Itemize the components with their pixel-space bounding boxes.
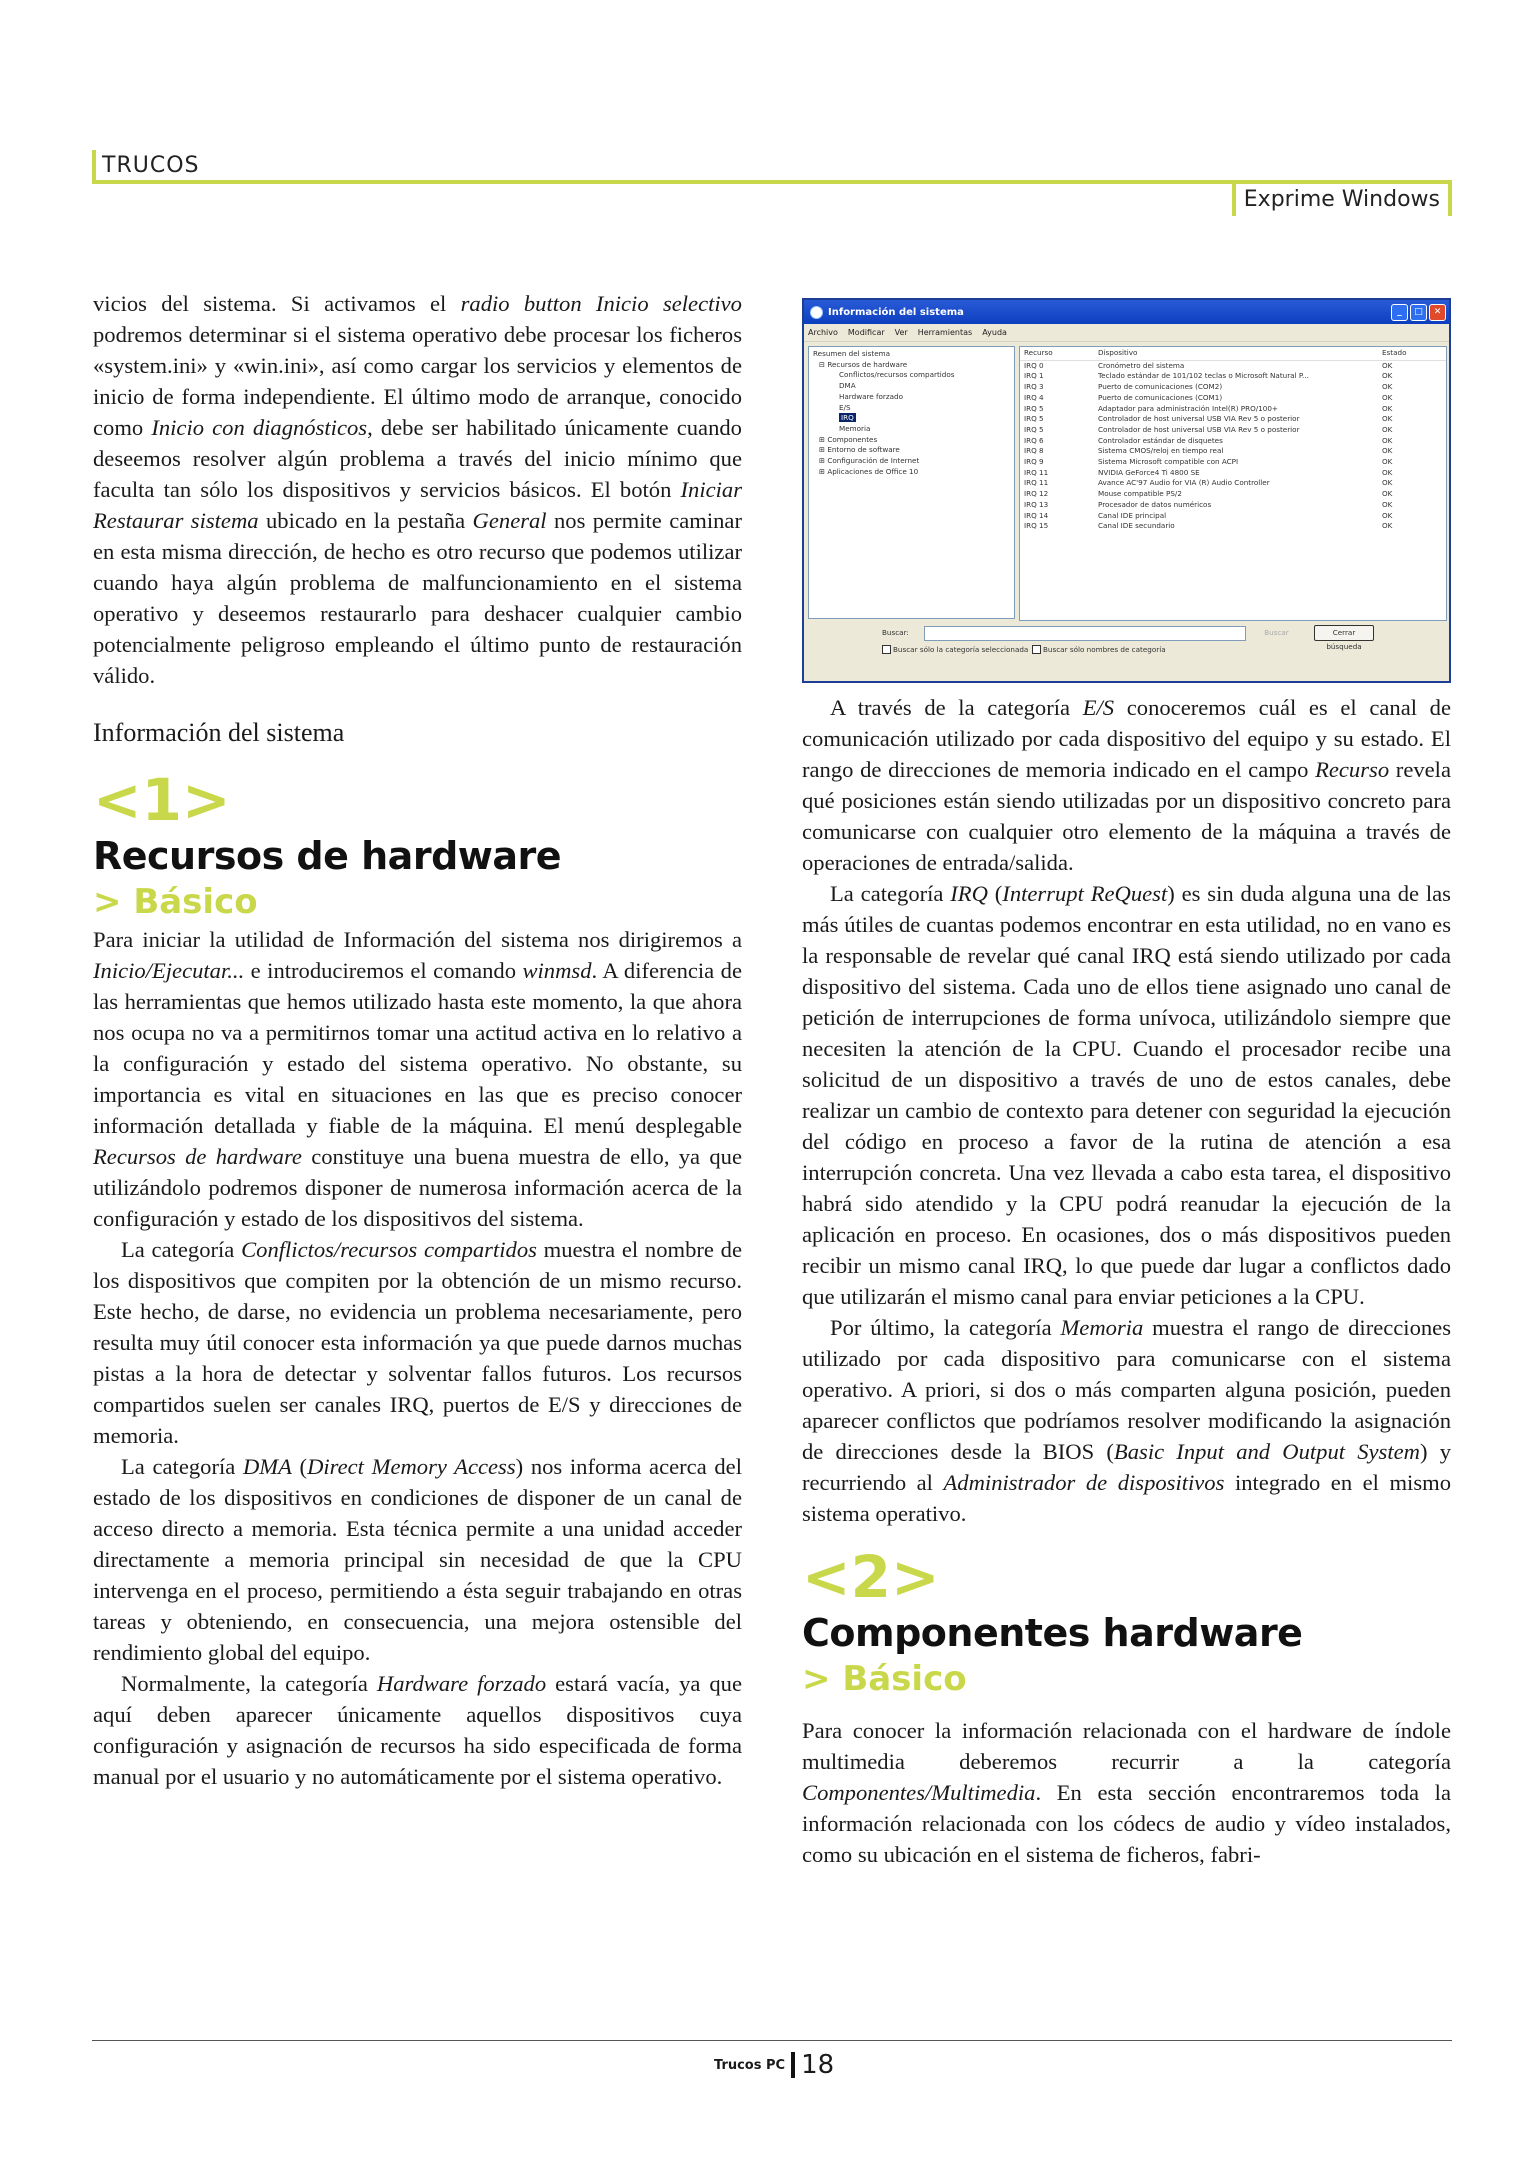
level-label: > Básico [802,1659,967,1699]
resource-row[interactable] [1020,521,1446,532]
category-only-checkbox[interactable]: Buscar sólo la categoría seleccionada [882,645,1028,654]
cell-recurso: IRQ 3 [1024,382,1044,392]
cell-estado: OK [1382,478,1393,488]
subheading: Información del sistema [93,718,345,747]
series-label: Exprime Windows [1232,184,1452,216]
tree-item[interactable]: ⊞ Componentes [819,434,878,444]
italic-term: Recursos de hardware [93,1144,302,1169]
resource-row[interactable] [1020,371,1446,382]
search-button[interactable]: Buscar [1264,628,1289,637]
cell-dispositivo: Teclado estándar de 101/102 teclas o Microsoft Natural P... [1098,371,1309,381]
resource-row[interactable] [1020,478,1446,489]
minimize-icon[interactable]: _ [1391,304,1408,321]
tree-item[interactable]: Hardware forzado [839,391,904,401]
resource-row[interactable] [1020,500,1446,511]
italic-term: Inicio/Ejecutar... [93,958,245,983]
tree-item[interactable]: Memoria [839,423,871,433]
cell-recurso: IRQ 5 [1024,403,1044,413]
cell-estado: OK [1382,521,1393,531]
cell-dispositivo: Adaptador para administración Intel(R) PRO/100+ [1098,403,1278,413]
cell-dispositivo: Mouse compatible PS/2 [1098,489,1182,499]
italic-term: Direct Memory Access [307,1454,516,1479]
cell-estado: OK [1382,403,1393,413]
menu-ayuda[interactable]: Ayuda [982,328,1007,337]
cell-estado: OK [1382,467,1393,477]
cell-estado: OK [1382,457,1393,467]
italic-term: Recurso [1315,757,1390,782]
cell-dispositivo: Puerto de comunicaciones (COM1) [1098,392,1223,402]
footer-divider [791,2052,795,2078]
names-only-checkbox[interactable]: Buscar sólo nombres de categoría [1032,645,1166,654]
italic-term: General [472,508,547,533]
tree-item[interactable]: E/S [839,402,851,412]
italic-term: Memoria [1060,1315,1144,1340]
resource-row[interactable] [1020,382,1446,393]
cell-estado: OK [1382,382,1393,392]
close-icon[interactable]: ✕ [1429,304,1446,321]
publication-name: Trucos PC [714,2057,786,2073]
tree-item-root[interactable]: Resumen del sistema [813,349,891,358]
cell-estado: OK [1382,489,1393,499]
menu-modificar[interactable]: Modificar [847,328,885,337]
menu-bar [804,324,1449,342]
collapse-icon[interactable]: ⊟ [819,359,828,369]
section-title: Componentes hardware [802,1611,1303,1655]
checkbox-icon[interactable] [1032,645,1041,654]
search-input[interactable] [924,626,1246,641]
cell-dispositivo: Canal IDE principal [1098,510,1167,520]
cell-dispositivo: NVIDIA GeForce4 Ti 4800 SE [1098,467,1200,477]
cell-dispositivo: Controlador de host universal USB VIA Rev 5 o posterior [1098,414,1300,424]
cell-estado: OK [1382,510,1393,520]
cell-dispositivo: Avance AC'97 Audio for VIA (R) Audio Controller [1098,478,1270,488]
menu-archivo[interactable]: Archivo [808,328,838,337]
cell-dispositivo: Controlador estándar de disquetes [1098,435,1223,445]
section-number: <1> [93,766,231,834]
cell-estado: OK [1382,414,1393,424]
page-number: 18 [801,2050,835,2080]
paragraph: vicios del sistema. Si activamos el radio button Inicio selectivo podremos determinar si el sistema operativo debe procesar los ficheros «system.ini» y «win.ini», así como cargar los servicios y elementos de inicio de forma independiente. El último modo de arranque, conocido como Inicio con diagnósticos, debe ser habilitado únicamente cuando deseemos resolver algún problema a través del inicio mínimo que faculta tan sólo los dispositivos y servicios básicos. El botón Iniciar Restaurar sistema ubicado en la pestaña General nos permite caminar en esta misma dirección, de hecho es otro recurso que podemos utilizar cuando haya algún problema de malfuncionamiento en el sistema operativo y deseemos restaurarlo para deshacer cualquier cambio potencialmente peligroso empleando el último punto de restauración válido. [93,291,742,688]
section-label: TRUCOS [92,150,199,182]
cell-estado: OK [1382,446,1393,456]
italic-term: Inicio con diagnósticos [151,415,368,440]
resource-row[interactable] [1020,457,1446,468]
cell-recurso: IRQ 15 [1024,521,1049,531]
cell-recurso: IRQ 5 [1024,414,1044,424]
system-info-window [802,298,1451,683]
tree-item[interactable]: ⊞ Configuración de Internet [819,456,920,466]
menu-herramientas[interactable]: Herramientas [917,328,973,337]
title-bar [804,300,1449,324]
cell-dispositivo: Cronómetro del sistema [1098,360,1185,370]
tree-item-hardware[interactable]: ⊟ Recursos de hardware [819,359,908,369]
cell-recurso: IRQ 9 [1024,457,1044,467]
paragraph: Para iniciar la utilidad de Información del sistema nos dirigiremos a Inicio/Ejecutar... e introduciremos el comando winmsd. A diferencia de las herramientas que hemos utilizado hasta este momento, la que ahora nos ocupa no va a permitirnos tomar una actitud activa en lo relativo a la configuración y estado del sistema operativo. No obstante, su importancia es vital en situaciones en las que es preciso conocer información detallada y fiable de la máquina. El menú desplegable Recursos de hardware constituye una buena muestra de ello, ya que utilizándolo podremos disponer de numerosa información acerca de la configuración y estado de los dispositivos del sistema. [93,927,742,1231]
app-icon [810,306,823,319]
resource-row[interactable] [1020,393,1446,404]
cell-dispositivo: Puerto de comunicaciones (COM2) [1098,382,1223,392]
column-header-dispositivo[interactable]: Dispositivo [1094,347,1378,360]
tree-item[interactable]: Conflictos/recursos compartidos [839,370,955,380]
cell-dispositivo: Sistema Microsoft compatible con ACPI [1098,457,1239,467]
footer-rule [92,2040,1452,2041]
column-header-recurso[interactable]: Recurso [1020,347,1094,360]
cell-estado: OK [1382,424,1393,434]
italic-term: Interrupt ReQuest [1002,881,1168,906]
cell-dispositivo: Controlador de host universal USB VIA Rev 5 o posterior [1098,424,1300,434]
italic-term: Componentes/Multimedia [802,1780,1036,1805]
resource-row[interactable] [1020,414,1446,425]
expand-icon[interactable]: ⊞ [819,434,828,444]
cell-estado: OK [1382,371,1393,381]
cell-estado: OK [1382,360,1393,370]
cell-recurso: IRQ 14 [1024,510,1049,520]
cell-recurso: IRQ 4 [1024,392,1044,402]
italic-term: Conflictos/recursos compartidos [241,1237,537,1262]
tree-item[interactable]: DMA [839,381,856,391]
window-title: Información del sistema [828,306,964,318]
cell-recurso: IRQ 13 [1024,499,1049,509]
italic-term: IRQ [950,881,988,906]
cell-recurso: IRQ 11 [1024,467,1049,477]
cell-recurso: IRQ 8 [1024,446,1044,456]
menu-ver[interactable]: Ver [894,328,908,337]
expand-icon[interactable]: ⊞ [819,466,828,476]
cell-estado: OK [1382,392,1393,402]
category-tree [808,346,1015,619]
cell-dispositivo: Procesador de datos numéricos [1098,499,1212,509]
resource-row[interactable] [1020,436,1446,447]
section-number: <2> [802,1543,940,1611]
checkbox-icon[interactable] [882,645,891,654]
section-title: Recursos de hardware [93,834,562,878]
italic-term: Iniciar Restaurar sistema [93,477,742,533]
maximize-icon[interactable]: □ [1410,304,1427,321]
cell-recurso: IRQ 1 [1024,371,1044,381]
search-label: Buscar: [882,628,909,637]
resource-row[interactable] [1020,360,1446,371]
italic-term: DMA [242,1454,292,1479]
cell-recurso: IRQ 11 [1024,478,1049,488]
cell-dispositivo: Canal IDE secundario [1098,521,1175,531]
resource-row[interactable] [1020,425,1446,436]
paragraph: Por último, la categoría Memoria muestra el rango de direcciones utilizado por cada dispositivo para comunicarse con el sistema operativo. A priori, si dos o más comparten alguna posición, pueden aparecer conflictos que podríamos resolver modificando la asignación de direcciones desde la BIOS (Basic Input and Output System) y recurriendo al Administrador de dispositivos integrado en el mismo sistema operativo. [802,1315,1451,1526]
cell-recurso: IRQ 12 [1024,489,1049,499]
paragraph: Para conocer la información relacionada con el hardware de índole multimedia deberemos recurrir a la categoría Componentes/Multimedia. En esta sección encontraremos toda la información relacionada con los códecs de audio y vídeo instalados, como su ubicación en el sistema de ficheros, fabri- [802,1718,1451,1867]
expand-icon[interactable]: ⊞ [819,456,828,466]
italic-term: E/S [1082,695,1115,720]
cell-estado: OK [1382,435,1393,445]
tree-item[interactable]: ⊞ Entorno de software [819,445,900,455]
italic-term: radio button Inicio selectivo [460,291,742,316]
resource-row[interactable] [1020,446,1446,457]
footer [714,2050,834,2080]
paragraph: La categoría IRQ (Interrupt ReQuest) es sin duda alguna una de las más útiles de cuantas podemos encontrar en esta utilidad, no en vano es la responsable de revelar qué canal IRQ está siendo utilizado por cada dispositivo del sistema. Cada uno de ellos tiene asignado uno canal de petición de interrupciones de forma unívoca, utilizándolo siempre que necesiten la atención de la CPU. Cuando el procesador recibe una solicitud de un dispositivo a través de uno de estos canales, debe realizar un cambio de contexto para detener con seguridad la ejecución del código en proceso a favor de la rutina de atención a esa interrupción concreta. Una vez llevada a cabo esta tarea, el dispositivo habrá sido atendido y la CPU podrá reanudar la ejecución de la aplicación en proceso. En ocasiones, dos o más dispositivos pueden recibir un mismo canal IRQ, lo que puede dar lugar a conflictos dado que utilizarán el mismo canal para enviar peticiones a la CPU. [802,881,1451,1309]
italic-term: winmsd [522,958,592,983]
italic-term: Basic Input and Output System [1113,1439,1420,1464]
left-column [93,288,742,1792]
cell-recurso: IRQ 5 [1024,424,1044,434]
level-label: > Básico [93,882,258,922]
italic-term: Hardware forzado [376,1671,547,1696]
tree-item[interactable]: ⊞ Aplicaciones de Office 10 [819,466,919,476]
paragraph: A través de la categoría E/S conoceremos cuál es el canal de comunicación utilizado por cada dispositivo del equipo y su estado. El rango de direcciones de memoria indicado en el campo Recurso revela qué posiciones están siendo utilizadas por un dispositivo concreto para comunicarse con cualquier otro elemento de la máquina a través de operaciones de entrada/salida. [802,695,1451,875]
resource-row[interactable] [1020,404,1446,415]
paragraph: Normalmente, la categoría Hardware forzado estará vacía, ya que aquí deben aparecer únicamente aquellos dispositivos cuya configuración y asignación de recursos ha sido especificada de forma manual por el usuario y no automáticamente por el sistema operativo. [93,1671,743,1789]
column-header-estado[interactable]: Estado [1378,347,1446,360]
close-search-button[interactable]: Cerrar búsqueda [1314,625,1374,641]
right-column [802,692,1451,1870]
resource-row[interactable] [1020,468,1446,479]
cell-estado: OK [1382,499,1393,509]
paragraph: La categoría Conflictos/recursos compartidos muestra el nombre de los dispositivos que compiten por la obtención de un mismo recurso. Este hecho, de darse, no evidencia un problema necesariamente, pero resulta muy útil conocer esta información ya que puede darnos muchas pistas a la hora de detectar y solventar fallos futuros. Los recursos compartidos suelen ser canales IRQ, puertos de E/S y direcciones de memoria. [93,1237,742,1448]
tree-item-selected[interactable]: IRQ [841,413,854,423]
expand-icon[interactable]: ⊞ [819,445,828,455]
cell-recurso: IRQ 6 [1024,435,1044,445]
cell-recurso: IRQ 0 [1024,360,1044,370]
resource-row[interactable] [1020,489,1446,500]
resource-list [1019,346,1447,621]
cell-dispositivo: Sistema CMOS/reloj en tiempo real [1098,446,1224,456]
resource-row[interactable] [1020,511,1446,522]
paragraph: La categoría DMA (Direct Memory Access) nos informa acerca del estado de los dispositivos en condiciones de disponer de un canal de acceso directo a memoria. Esta técnica permite a una unidad acceder directamente a memoria principal sin necesidad de que la CPU intervenga en el proceso, permitiendo a ésta seguir trabajando en otras tareas y obteniendo, en consecuencia, una mejora ostensible del rendimiento global del equipo. [93,1454,742,1665]
italic-term: Administrador de dispositivos [943,1470,1225,1495]
